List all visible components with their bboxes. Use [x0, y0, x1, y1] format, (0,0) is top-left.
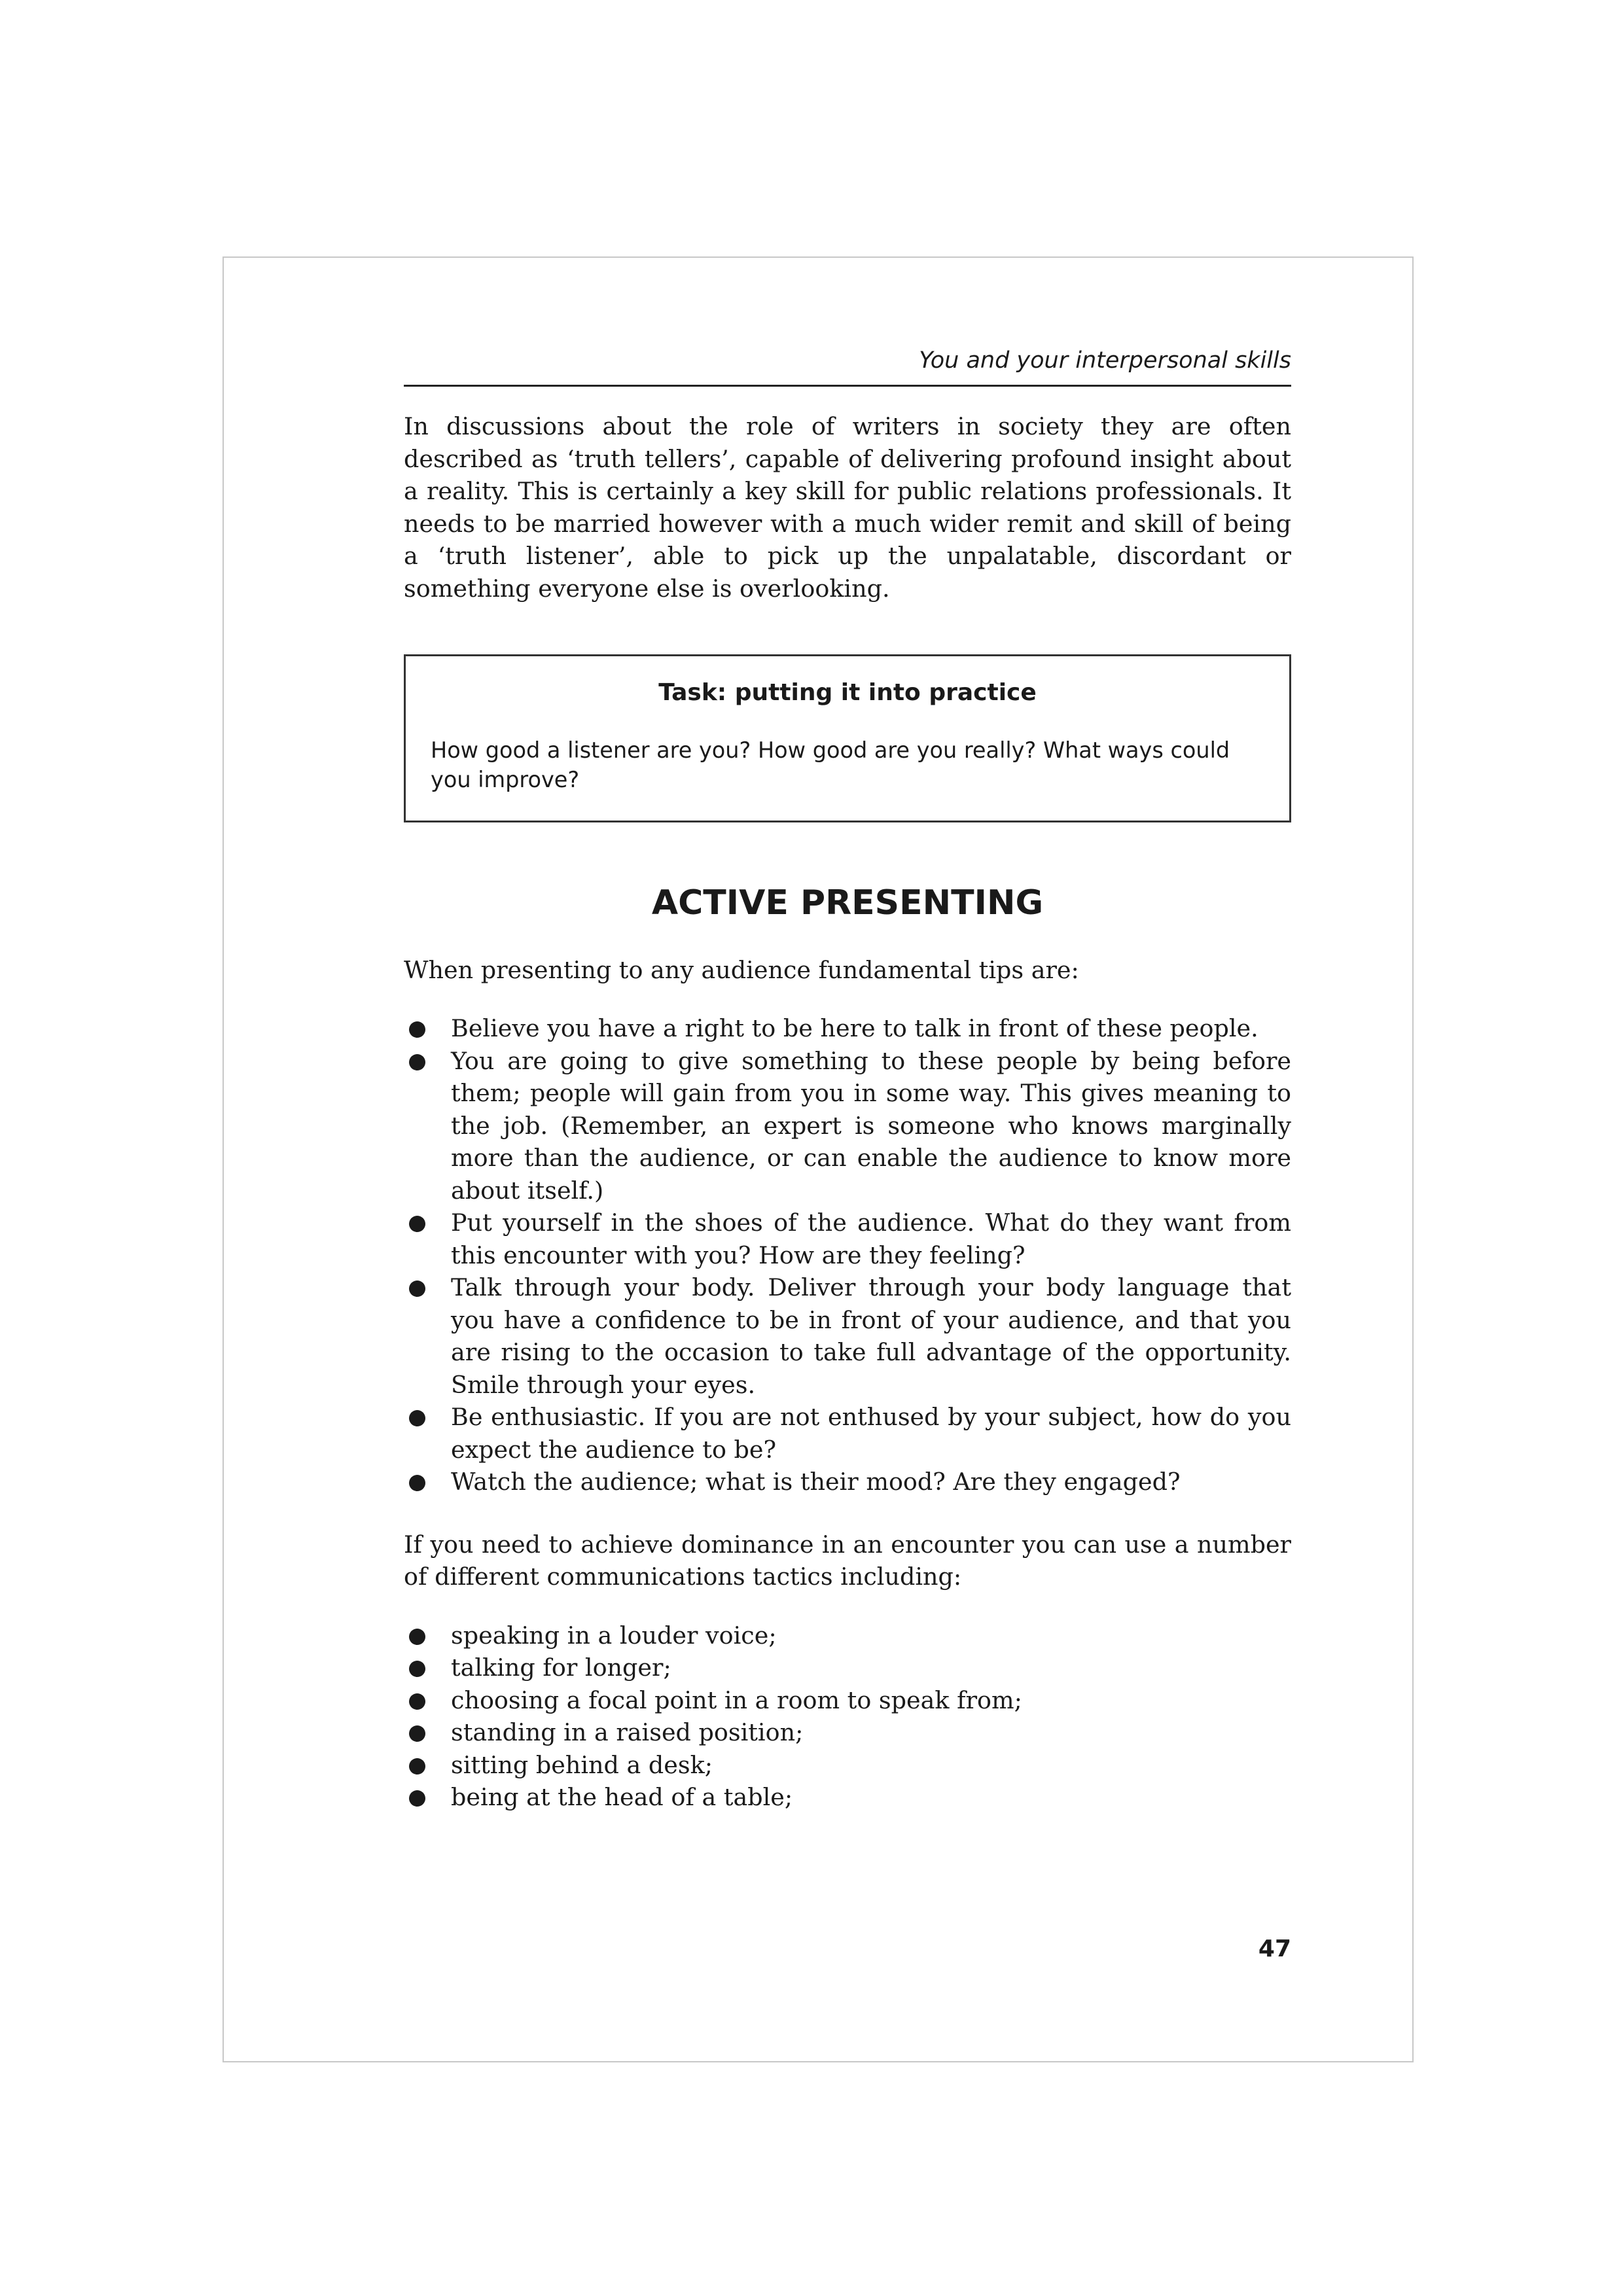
- task-text: How good a listener are you? How good are you really? What ways could you improve?: [431, 737, 1230, 793]
- list-item: choosing a focal point in a room to speak from;: [404, 1684, 1291, 1717]
- page-content: [404, 347, 1291, 1814]
- dominance-paragraph: If you need to achieve dominance in an encounter you can use a number of different communications tactics including:: [404, 1530, 1291, 1591]
- task-box: [404, 654, 1291, 822]
- tips-list: [404, 1012, 1291, 1498]
- section-heading: ACTIVE PRESENTING: [651, 883, 1044, 923]
- section-lead: When presenting to any audience fundamental tips are:: [404, 955, 1079, 984]
- list-item: Put yourself in the shoes of the audience. What do they want from this encounter with you? How are they feeling?: [404, 1207, 1291, 1271]
- intro-paragraph: In discussions about the role of writers in society they are often described as ‘truth tellers’, capable of delivering profound insight about a reality. This is certainly a key skill for public relations professionals. It needs to be married however with a much wider remit and skill of being a ‘truth listener’, able to pick up the unpalatable, discordant or something everyone else is overlooking.: [404, 412, 1291, 603]
- tactics-list: [404, 1619, 1291, 1814]
- list-item: speaking in a louder voice;: [404, 1619, 1291, 1652]
- list-item: You are going to give something to these people by being before them; people will gain from you in some way. This gives meaning to the job. (Remember, an expert is someone who knows marginally more than the audience, or can enable the audience to know more about itself.): [404, 1045, 1291, 1207]
- list-item: sitting behind a desk;: [404, 1749, 1291, 1782]
- list-item: talking for longer;: [404, 1651, 1291, 1684]
- list-item: Talk through your body. Deliver through your body language that you have a confidence to be in front of your audience, and that you are rising to the occasion to take full advantage of the opportunity. Smile through your eyes.: [404, 1271, 1291, 1401]
- list-item: Watch the audience; what is their mood? Are they engaged?: [404, 1466, 1291, 1498]
- list-item: Be enthusiastic. If you are not enthused by your subject, how do you expect the audience to be?: [404, 1401, 1291, 1466]
- task-title: Task: putting it into practice: [658, 679, 1037, 706]
- running-head: You and your interpersonal skills: [404, 347, 1291, 387]
- list-item: standing in a raised position;: [404, 1716, 1291, 1749]
- page-number: 47: [1258, 1935, 1291, 1962]
- list-item: Believe you have a right to be here to talk in front of these people.: [404, 1012, 1291, 1045]
- list-item: being at the head of a table;: [404, 1781, 1291, 1814]
